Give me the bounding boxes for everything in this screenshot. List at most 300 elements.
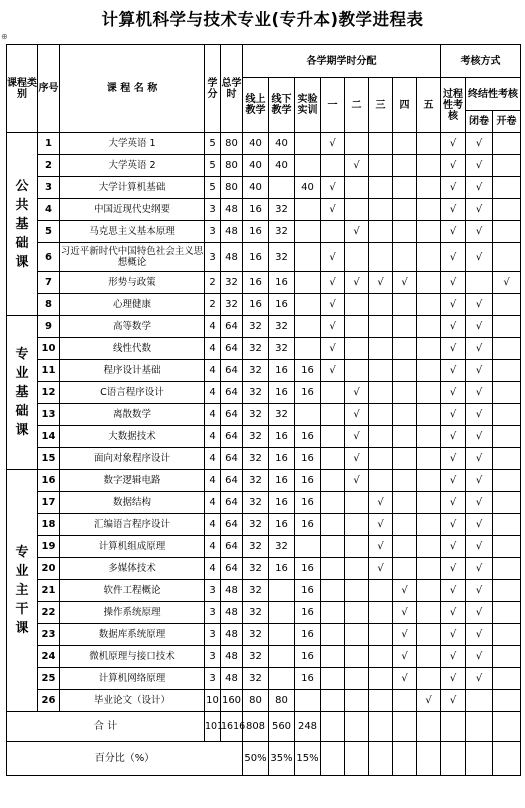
course-name: 高等数学 bbox=[60, 316, 205, 338]
table-row bbox=[7, 470, 521, 492]
semester-1-cell bbox=[321, 492, 345, 514]
table-row bbox=[7, 558, 521, 580]
percent-empty-cell bbox=[321, 742, 345, 776]
credit-value: 4 bbox=[205, 426, 221, 448]
offline-hours: 16 bbox=[269, 426, 295, 448]
totals-empty-cell bbox=[417, 712, 441, 742]
process-check-icon: √ bbox=[441, 316, 466, 338]
semester-2-cell bbox=[345, 646, 369, 668]
hours-value: 64 bbox=[221, 382, 243, 404]
open-book-check-cell bbox=[493, 382, 521, 404]
semester-4-cell bbox=[393, 536, 417, 558]
credit-value: 4 bbox=[205, 492, 221, 514]
row-seq: 17 bbox=[38, 492, 60, 514]
credit-value: 3 bbox=[205, 580, 221, 602]
row-seq: 3 bbox=[38, 177, 60, 199]
offline-hours: 16 bbox=[269, 470, 295, 492]
closed-book-check-icon: √ bbox=[466, 470, 493, 492]
open-book-check-cell bbox=[493, 492, 521, 514]
lab-hours: 16 bbox=[295, 580, 321, 602]
percent-online: 50% bbox=[243, 742, 269, 776]
online-hours: 32 bbox=[243, 426, 269, 448]
process-check-icon: √ bbox=[441, 382, 466, 404]
table-anchor-icon[interactable]: ⊕ bbox=[1, 32, 8, 41]
process-check-icon: √ bbox=[441, 602, 466, 624]
semester-2-check-icon: √ bbox=[345, 382, 369, 404]
semester-5-cell bbox=[417, 133, 441, 155]
row-seq: 19 bbox=[38, 536, 60, 558]
process-check-icon: √ bbox=[441, 294, 466, 316]
course-name: 大学计算机基础 bbox=[60, 177, 205, 199]
open-book-check-cell bbox=[493, 426, 521, 448]
totals-label: 合 计 bbox=[7, 712, 205, 742]
semester-4-check-icon: √ bbox=[393, 272, 417, 294]
category-label: 专业基础课 bbox=[7, 316, 38, 470]
lab-hours bbox=[295, 404, 321, 426]
process-check-icon: √ bbox=[441, 426, 466, 448]
semester-1-cell bbox=[321, 558, 345, 580]
header-final: 终结性考核 bbox=[466, 78, 521, 111]
open-book-check-cell bbox=[493, 221, 521, 243]
semester-1-cell bbox=[321, 470, 345, 492]
semester-2-cell bbox=[345, 624, 369, 646]
closed-book-check-icon: √ bbox=[466, 199, 493, 221]
semester-5-cell bbox=[417, 668, 441, 690]
open-book-check-cell bbox=[493, 199, 521, 221]
lab-hours bbox=[295, 199, 321, 221]
open-book-check-cell bbox=[493, 558, 521, 580]
process-check-icon: √ bbox=[441, 404, 466, 426]
header-row-1 bbox=[7, 45, 521, 78]
online-hours: 40 bbox=[243, 177, 269, 199]
semester-4-check-icon: √ bbox=[393, 602, 417, 624]
online-hours: 16 bbox=[243, 221, 269, 243]
semester-1-cell bbox=[321, 426, 345, 448]
semester-2-cell bbox=[345, 558, 369, 580]
credit-value: 4 bbox=[205, 316, 221, 338]
row-seq: 16 bbox=[38, 470, 60, 492]
row-seq: 20 bbox=[38, 558, 60, 580]
semester-4-cell bbox=[393, 155, 417, 177]
course-name: 马克思主义基本原理 bbox=[60, 221, 205, 243]
hours-value: 64 bbox=[221, 426, 243, 448]
semester-3-check-icon: √ bbox=[369, 492, 393, 514]
semester-2-cell bbox=[345, 514, 369, 536]
header-offline: 线下教学 bbox=[269, 78, 295, 133]
header-sem-3: 三 bbox=[369, 78, 393, 133]
online-hours: 32 bbox=[243, 470, 269, 492]
semester-4-cell bbox=[393, 199, 417, 221]
semester-3-check-icon: √ bbox=[369, 558, 393, 580]
header-sem-1: 一 bbox=[321, 78, 345, 133]
process-check-icon: √ bbox=[441, 646, 466, 668]
online-hours: 32 bbox=[243, 514, 269, 536]
row-seq: 5 bbox=[38, 221, 60, 243]
semester-3-cell bbox=[369, 199, 393, 221]
row-seq: 4 bbox=[38, 199, 60, 221]
open-book-check-cell bbox=[493, 514, 521, 536]
totals-empty-cell bbox=[369, 712, 393, 742]
row-seq: 22 bbox=[38, 602, 60, 624]
offline-hours bbox=[269, 624, 295, 646]
semester-5-cell bbox=[417, 448, 441, 470]
semester-5-cell bbox=[417, 514, 441, 536]
hours-value: 48 bbox=[221, 646, 243, 668]
closed-book-check-icon: √ bbox=[466, 221, 493, 243]
hours-value: 80 bbox=[221, 177, 243, 199]
offline-hours bbox=[269, 668, 295, 690]
lab-hours: 16 bbox=[295, 470, 321, 492]
hours-value: 64 bbox=[221, 470, 243, 492]
hours-value: 48 bbox=[221, 221, 243, 243]
row-seq: 24 bbox=[38, 646, 60, 668]
lab-hours: 40 bbox=[295, 177, 321, 199]
credit-value: 3 bbox=[205, 602, 221, 624]
table-row bbox=[7, 536, 521, 558]
semester-2-cell bbox=[345, 492, 369, 514]
semester-1-check-icon: √ bbox=[321, 133, 345, 155]
header-sem-4: 四 bbox=[393, 78, 417, 133]
semester-4-cell bbox=[393, 404, 417, 426]
hours-value: 32 bbox=[221, 294, 243, 316]
semester-5-cell bbox=[417, 243, 441, 272]
row-seq: 1 bbox=[38, 133, 60, 155]
semester-2-check-icon: √ bbox=[345, 155, 369, 177]
percent-empty-cell bbox=[417, 742, 441, 776]
semester-5-cell bbox=[417, 646, 441, 668]
online-hours: 32 bbox=[243, 580, 269, 602]
row-seq: 7 bbox=[38, 272, 60, 294]
process-check-icon: √ bbox=[441, 536, 466, 558]
hours-value: 64 bbox=[221, 316, 243, 338]
semester-3-cell bbox=[369, 133, 393, 155]
table-row bbox=[7, 404, 521, 426]
open-book-check-cell bbox=[493, 360, 521, 382]
course-name: 数据结构 bbox=[60, 492, 205, 514]
row-seq: 6 bbox=[38, 243, 60, 272]
row-seq: 12 bbox=[38, 382, 60, 404]
semester-4-cell bbox=[393, 492, 417, 514]
lab-hours bbox=[295, 272, 321, 294]
closed-book-check-icon: √ bbox=[466, 448, 493, 470]
percent-offline: 35% bbox=[269, 742, 295, 776]
course-name: 软件工程概论 bbox=[60, 580, 205, 602]
course-name: 面向对象程序设计 bbox=[60, 448, 205, 470]
table-row bbox=[7, 133, 521, 155]
offline-hours: 32 bbox=[269, 316, 295, 338]
semester-3-cell bbox=[369, 426, 393, 448]
percent-empty-cell bbox=[345, 742, 369, 776]
semester-5-cell bbox=[417, 221, 441, 243]
offline-hours: 40 bbox=[269, 155, 295, 177]
semester-1-cell bbox=[321, 536, 345, 558]
header-credit: 学分 bbox=[205, 45, 221, 133]
credit-value: 4 bbox=[205, 514, 221, 536]
open-book-check-cell bbox=[493, 668, 521, 690]
header-total-hours: 总学时 bbox=[221, 45, 243, 133]
semester-1-check-icon: √ bbox=[321, 316, 345, 338]
open-book-check-cell bbox=[493, 155, 521, 177]
semester-3-cell bbox=[369, 382, 393, 404]
category-label: 专业主干课 bbox=[7, 470, 38, 712]
semester-3-cell bbox=[369, 690, 393, 712]
closed-book-check-icon: √ bbox=[466, 382, 493, 404]
row-seq: 18 bbox=[38, 514, 60, 536]
closed-book-check-icon: √ bbox=[466, 624, 493, 646]
row-seq: 10 bbox=[38, 338, 60, 360]
semester-3-cell bbox=[369, 316, 393, 338]
open-book-check-cell bbox=[493, 602, 521, 624]
semester-1-cell bbox=[321, 155, 345, 177]
open-book-check-cell bbox=[493, 646, 521, 668]
process-check-icon: √ bbox=[441, 155, 466, 177]
process-check-icon: √ bbox=[441, 580, 466, 602]
lab-hours: 16 bbox=[295, 492, 321, 514]
lab-hours bbox=[295, 155, 321, 177]
process-check-icon: √ bbox=[441, 243, 466, 272]
online-hours: 32 bbox=[243, 558, 269, 580]
course-name: 心理健康 bbox=[60, 294, 205, 316]
semester-1-cell bbox=[321, 221, 345, 243]
semester-3-cell bbox=[369, 470, 393, 492]
open-book-check-cell bbox=[493, 624, 521, 646]
semester-5-cell bbox=[417, 492, 441, 514]
lab-hours bbox=[295, 536, 321, 558]
semester-4-check-icon: √ bbox=[393, 580, 417, 602]
credit-value: 3 bbox=[205, 199, 221, 221]
table-row bbox=[7, 580, 521, 602]
offline-hours: 16 bbox=[269, 294, 295, 316]
semester-4-cell bbox=[393, 133, 417, 155]
semester-2-cell bbox=[345, 199, 369, 221]
online-hours: 32 bbox=[243, 316, 269, 338]
credit-value: 5 bbox=[205, 155, 221, 177]
course-name: 多媒体技术 bbox=[60, 558, 205, 580]
semester-1-check-icon: √ bbox=[321, 360, 345, 382]
semester-1-cell bbox=[321, 602, 345, 624]
course-name: 毕业论文（设计） bbox=[60, 690, 205, 712]
semester-2-cell bbox=[345, 338, 369, 360]
course-name: 中国近现代史纲要 bbox=[60, 199, 205, 221]
header-category: 课程类别 bbox=[7, 45, 38, 133]
semester-2-cell bbox=[345, 294, 369, 316]
credit-value: 4 bbox=[205, 338, 221, 360]
offline-hours: 32 bbox=[269, 243, 295, 272]
lab-hours: 16 bbox=[295, 602, 321, 624]
credit-value: 4 bbox=[205, 382, 221, 404]
semester-5-cell bbox=[417, 602, 441, 624]
hours-value: 64 bbox=[221, 514, 243, 536]
online-hours: 40 bbox=[243, 133, 269, 155]
closed-book-check-cell bbox=[466, 272, 493, 294]
table-row bbox=[7, 624, 521, 646]
row-seq: 14 bbox=[38, 426, 60, 448]
header-seq: 序号 bbox=[38, 45, 60, 133]
hours-value: 48 bbox=[221, 602, 243, 624]
process-check-icon: √ bbox=[441, 199, 466, 221]
table-row bbox=[7, 426, 521, 448]
semester-3-cell bbox=[369, 668, 393, 690]
semester-3-cell bbox=[369, 646, 393, 668]
lab-hours: 16 bbox=[295, 646, 321, 668]
hours-value: 48 bbox=[221, 624, 243, 646]
closed-book-check-icon: √ bbox=[466, 338, 493, 360]
totals-offline: 560 bbox=[269, 712, 295, 742]
course-name: 程序设计基础 bbox=[60, 360, 205, 382]
hours-value: 48 bbox=[221, 199, 243, 221]
semester-2-check-icon: √ bbox=[345, 426, 369, 448]
semester-5-cell bbox=[417, 470, 441, 492]
semester-2-cell bbox=[345, 316, 369, 338]
semester-4-cell bbox=[393, 382, 417, 404]
semester-1-check-icon: √ bbox=[321, 272, 345, 294]
closed-book-check-icon: √ bbox=[466, 243, 493, 272]
totals-lab: 248 bbox=[295, 712, 321, 742]
semester-1-cell bbox=[321, 514, 345, 536]
table-row bbox=[7, 646, 521, 668]
course-name: 计算机组成原理 bbox=[60, 536, 205, 558]
lab-hours: 16 bbox=[295, 448, 321, 470]
semester-1-check-icon: √ bbox=[321, 294, 345, 316]
table-row bbox=[7, 294, 521, 316]
process-check-icon: √ bbox=[441, 360, 466, 382]
process-check-icon: √ bbox=[441, 558, 466, 580]
semester-2-cell bbox=[345, 360, 369, 382]
semester-1-cell bbox=[321, 690, 345, 712]
header-online: 线上教学 bbox=[243, 78, 269, 133]
table-row bbox=[7, 221, 521, 243]
credit-value: 3 bbox=[205, 221, 221, 243]
semester-3-cell bbox=[369, 221, 393, 243]
lab-hours bbox=[295, 316, 321, 338]
semester-1-cell bbox=[321, 448, 345, 470]
semester-5-cell bbox=[417, 536, 441, 558]
semester-2-cell bbox=[345, 133, 369, 155]
online-hours: 32 bbox=[243, 338, 269, 360]
semester-5-cell bbox=[417, 316, 441, 338]
semester-3-cell bbox=[369, 243, 393, 272]
semester-5-cell bbox=[417, 404, 441, 426]
process-check-icon: √ bbox=[441, 690, 466, 712]
semester-4-check-icon: √ bbox=[393, 624, 417, 646]
process-check-icon: √ bbox=[441, 272, 466, 294]
table-body bbox=[7, 45, 521, 776]
semester-1-cell bbox=[321, 668, 345, 690]
semester-3-cell bbox=[369, 580, 393, 602]
row-seq: 9 bbox=[38, 316, 60, 338]
semester-4-cell bbox=[393, 426, 417, 448]
closed-book-check-cell bbox=[466, 690, 493, 712]
hours-value: 80 bbox=[221, 133, 243, 155]
percent-row bbox=[7, 742, 521, 776]
table-row bbox=[7, 448, 521, 470]
table-row bbox=[7, 382, 521, 404]
lab-hours: 16 bbox=[295, 668, 321, 690]
totals-online: 808 bbox=[243, 712, 269, 742]
table-row bbox=[7, 177, 521, 199]
table-row bbox=[7, 272, 521, 294]
semester-4-cell bbox=[393, 360, 417, 382]
table-row bbox=[7, 316, 521, 338]
semester-3-cell bbox=[369, 177, 393, 199]
semester-3-cell bbox=[369, 624, 393, 646]
process-check-icon: √ bbox=[441, 133, 466, 155]
header-assess-group: 考核方式 bbox=[441, 45, 521, 78]
hours-value: 64 bbox=[221, 360, 243, 382]
semester-1-cell bbox=[321, 580, 345, 602]
row-seq: 8 bbox=[38, 294, 60, 316]
totals-empty-cell bbox=[393, 712, 417, 742]
totals-credit: 101 bbox=[205, 712, 221, 742]
curriculum-table bbox=[6, 44, 521, 776]
header-sem-2: 二 bbox=[345, 78, 369, 133]
semester-1-cell bbox=[321, 404, 345, 426]
open-book-check-cell bbox=[493, 133, 521, 155]
hours-value: 64 bbox=[221, 558, 243, 580]
offline-hours bbox=[269, 646, 295, 668]
process-check-icon: √ bbox=[441, 470, 466, 492]
course-name: 离散数学 bbox=[60, 404, 205, 426]
semester-4-cell bbox=[393, 243, 417, 272]
semester-1-check-icon: √ bbox=[321, 243, 345, 272]
percent-lab: 15% bbox=[295, 742, 321, 776]
lab-hours bbox=[295, 221, 321, 243]
offline-hours: 16 bbox=[269, 492, 295, 514]
semester-4-cell bbox=[393, 470, 417, 492]
closed-book-check-icon: √ bbox=[466, 155, 493, 177]
open-book-check-cell bbox=[493, 243, 521, 272]
online-hours: 32 bbox=[243, 536, 269, 558]
lab-hours bbox=[295, 133, 321, 155]
semester-4-cell bbox=[393, 448, 417, 470]
credit-value: 3 bbox=[205, 624, 221, 646]
semester-4-cell bbox=[393, 294, 417, 316]
course-name: 大数据技术 bbox=[60, 426, 205, 448]
page-title: 计算机科学与技术专业(专升本)教学进程表 bbox=[101, 10, 424, 29]
process-check-icon: √ bbox=[441, 624, 466, 646]
online-hours: 32 bbox=[243, 602, 269, 624]
lab-hours: 16 bbox=[295, 514, 321, 536]
course-name: 大学英语 2 bbox=[60, 155, 205, 177]
closed-book-check-icon: √ bbox=[466, 360, 493, 382]
hours-value: 48 bbox=[221, 580, 243, 602]
totals-row bbox=[7, 712, 521, 742]
table-row bbox=[7, 514, 521, 536]
semester-5-cell bbox=[417, 294, 441, 316]
lab-hours: 16 bbox=[295, 624, 321, 646]
semester-4-cell bbox=[393, 690, 417, 712]
semester-2-cell bbox=[345, 690, 369, 712]
semester-4-cell bbox=[393, 558, 417, 580]
process-check-icon: √ bbox=[441, 668, 466, 690]
semester-4-cell bbox=[393, 514, 417, 536]
lab-hours: 16 bbox=[295, 558, 321, 580]
lab-hours: 16 bbox=[295, 360, 321, 382]
semester-2-cell bbox=[345, 668, 369, 690]
header-semester-group: 各学期学时分配 bbox=[243, 45, 441, 78]
header-sem-5: 五 bbox=[417, 78, 441, 133]
offline-hours: 16 bbox=[269, 514, 295, 536]
online-hours: 32 bbox=[243, 646, 269, 668]
offline-hours: 32 bbox=[269, 536, 295, 558]
semester-4-cell bbox=[393, 316, 417, 338]
process-check-icon: √ bbox=[441, 514, 466, 536]
row-seq: 15 bbox=[38, 448, 60, 470]
table-row bbox=[7, 690, 521, 712]
semester-2-cell bbox=[345, 536, 369, 558]
process-check-icon: √ bbox=[441, 448, 466, 470]
semester-2-check-icon: √ bbox=[345, 470, 369, 492]
